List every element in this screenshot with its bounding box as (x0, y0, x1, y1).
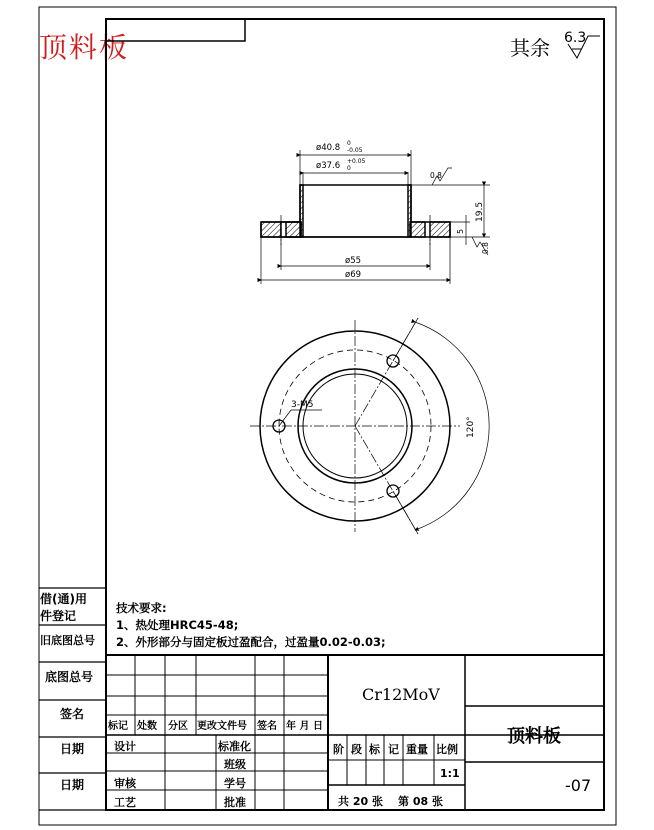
section-view (261, 185, 450, 237)
dim-top-outer: ø40.8 (316, 143, 341, 153)
rev-header-count: 处数 (137, 721, 157, 732)
roughness-value: 6.3 (564, 30, 587, 46)
label-class: 班级 (224, 758, 246, 771)
note-item-2: 2、外形部分与固定板过盈配合，过盈量0.02-0.03; (116, 635, 386, 649)
strip-base-no: 底图总号 (45, 670, 94, 684)
label-review: 审核 (114, 777, 136, 790)
strip-signature: 签名 (60, 707, 85, 721)
top-left-box (106, 19, 245, 41)
dim-flange-thickness: 5 (456, 228, 465, 234)
scale-value: 1:1 (440, 767, 460, 780)
top-view-centerlines (250, 318, 460, 534)
strip-borrowed: 借(通)用 (40, 592, 87, 606)
stage-header-3: 标 (369, 743, 380, 756)
part-title-red: 顶料板 (39, 31, 130, 64)
dim-angle: 120° (466, 416, 476, 438)
strip-registration: 件登记 (40, 609, 77, 623)
stage-header-1: 阶 (333, 743, 344, 756)
dim-top-inner-tol-lower: 0 (347, 165, 351, 172)
rev-header-sign: 签名 (257, 721, 277, 732)
material: Cr12MoV (362, 685, 440, 704)
dim-top-outer-tol-lower: -0.05 (347, 147, 363, 154)
part-name: 顶料板 (507, 726, 561, 747)
sheet-no: 第 08 张 (398, 795, 443, 808)
strip-old-base-no: 旧底图总号 (40, 634, 95, 647)
stage-header-4: 记 (388, 743, 399, 756)
technical-notes (116, 600, 386, 651)
roughness-bottom: 0.8 (481, 242, 490, 254)
drawing-no: -07 (565, 776, 592, 795)
dim-bolt-circle: ø55 (345, 256, 362, 266)
label-approve: 批准 (224, 796, 246, 809)
rev-header-doc: 更改文件号 (197, 721, 247, 732)
dim-top-outer-tol-upper: 0 (347, 140, 351, 147)
roughness-side: 0.8 (430, 171, 442, 180)
dim-top-inner: ø37.6 (316, 161, 341, 171)
label-standardize: 标准化 (218, 740, 251, 753)
rev-header-mark: 标记 (108, 721, 128, 732)
roughness-prefix: 其余 (510, 36, 550, 60)
stage-header-2: 段 (351, 743, 362, 756)
dim-holes: 3-M5 (291, 400, 314, 410)
label-craft: 工艺 (114, 796, 136, 809)
rev-header-zone: 分区 (168, 721, 188, 732)
stage-header-scale: 比例 (436, 743, 458, 756)
dim-top-inner-tol-upper: +0.05 (347, 158, 366, 165)
dim-height-total: 19.5 (475, 201, 485, 222)
dim-outer: ø69 (345, 270, 362, 280)
inner-frame (106, 19, 604, 810)
stage-header-weight: 重量 (406, 743, 428, 756)
label-design: 设计 (114, 740, 136, 753)
total-sheets: 共 20 张 (338, 795, 383, 808)
strip-date-2: 日期 (60, 778, 85, 792)
notes-title: 技术要求: (116, 601, 167, 615)
label-student-no: 学号 (224, 777, 246, 790)
note-item-1: 1、热处理HRC45-48; (116, 618, 239, 632)
rev-header-date: 年 月 日 (286, 721, 323, 732)
strip-date-1: 日期 (60, 742, 85, 756)
